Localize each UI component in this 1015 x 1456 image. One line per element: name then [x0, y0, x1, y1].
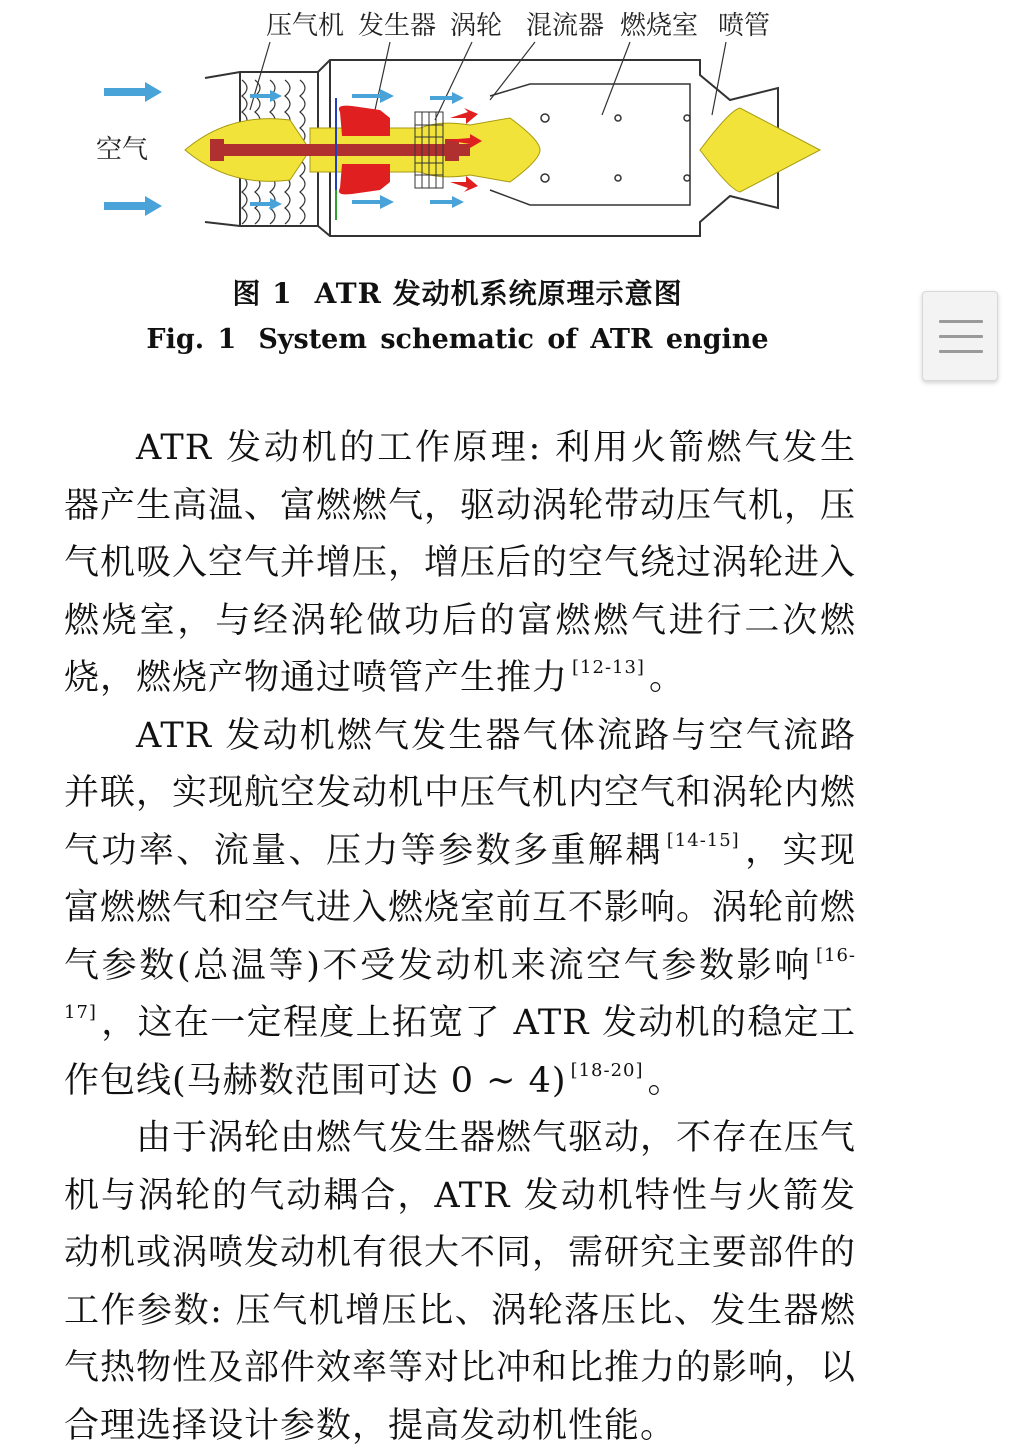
- engine-schematic-svg: [90, 0, 830, 250]
- paragraph-2-end: 。: [647, 1060, 684, 1101]
- paragraph-1-text: ATR 发动机的工作原理: 利用火箭燃气发生器产生高温、富燃燃气，驱动涡轮带动压气机，压气机吸入空气并增压，增压后的空气绕过涡轮进入燃烧室，与经涡轮做功后的富燃燃气进行二次燃烧，燃烧产物通过喷管产生推力: [64, 428, 857, 698]
- figure-number-zh: 图 1: [232, 277, 293, 310]
- figure-title-en: System schematic of ATR engine: [258, 324, 769, 355]
- nozzle-cone: [700, 108, 820, 192]
- label-turbine: 涡轮: [450, 11, 503, 41]
- menu-icon-bar-top: [939, 320, 983, 323]
- article-body: [64, 420, 856, 1455]
- figure-caption-en: [0, 324, 915, 355]
- paragraph-1-end: 。: [648, 658, 685, 698]
- figure-title-zh: ATR 发动机系统原理示意图: [314, 277, 683, 310]
- label-combustor: 燃烧室: [620, 11, 699, 41]
- citation-link[interactable]: [14-15]: [666, 829, 740, 851]
- citation-link[interactable]: [12-13]: [572, 657, 645, 678]
- label-mixer: 混流器: [526, 11, 605, 41]
- paragraph-2-text-b: ，实现富燃燃气和空气进入燃烧室前互不影响。涡轮前燃气参数(总温等)不受发动机来流空气参数影响: [64, 830, 857, 986]
- label-air: 空气: [96, 135, 149, 165]
- label-generator: 发生器: [358, 11, 437, 41]
- citation-link[interactable]: [16-17]: [64, 944, 856, 1023]
- shaft-hub: [210, 139, 224, 161]
- paragraph-1: [64, 420, 856, 708]
- shaft: [210, 144, 470, 156]
- paragraph-2-text-a: ATR 发动机燃气发生器气体流路与空气流路并联，实现航空发动机中压气机内空气和涡轮内燃气功率、流量、压力等参数多重解耦: [64, 715, 857, 871]
- generator-bottom: [339, 164, 390, 194]
- paragraph-2-text-c: ，这在一定程度上拓宽了 ATR 发动机的稳定工作包线(马赫数范围可达 0 ~ 4): [64, 1003, 856, 1101]
- hamburger-menu-button[interactable]: [922, 291, 998, 381]
- paragraph-2: [64, 708, 856, 1111]
- paragraph-3-text: 由于涡轮由燃气发生器燃气驱动，不存在压气机与涡轮的气动耦合，ATR 发动机特性与火箭发动机或涡喷发动机有很大不同，需研究主要部件的工作参数: 压气机增压比、涡轮落压比、发生器燃气热物性及部件效率等对比冲和比推力的影响，以合理选择设计参数，提高发动机性能。: [64, 1118, 857, 1446]
- menu-icon-bar-bottom: [939, 350, 983, 353]
- label-nozzle: 喷管: [718, 11, 771, 41]
- engine-schematic-figure: [90, 0, 830, 250]
- figure-caption-zh: [0, 272, 915, 312]
- generator-top: [339, 106, 390, 136]
- figure-number-en: Fig. 1: [146, 324, 237, 355]
- paragraph-3: [64, 1110, 856, 1455]
- menu-icon-bar-middle: [939, 335, 983, 338]
- shaft-end: [445, 139, 459, 161]
- leader-lines: [250, 42, 726, 120]
- citation-link[interactable]: [18-20]: [570, 1059, 644, 1081]
- label-compressor: 压气机: [266, 11, 345, 41]
